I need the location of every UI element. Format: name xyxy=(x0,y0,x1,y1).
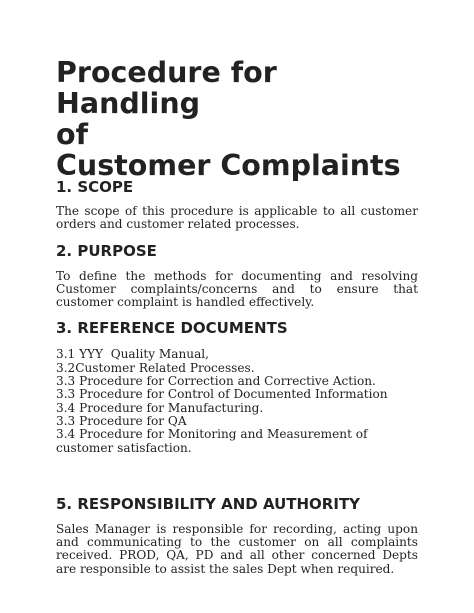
responsibility-body: Sales Manager is responsible for recording, acting upon and communicating to the customer on all complaints received. PROD, QA, PD and all other concerned Depts are responsible to assist the sales Dept when required. xyxy=(56,521,418,576)
purpose-heading: 2. PURPOSE xyxy=(56,241,157,260)
document-title xyxy=(56,57,418,181)
reference-item: 3.2Customer Related Processes. xyxy=(56,360,255,375)
reference-item: 3.3 Procedure for Control of Documented Information xyxy=(56,387,388,402)
reference-item: 3.3 Procedure for Correction and Corrective Action. xyxy=(56,374,376,389)
references-list xyxy=(56,348,418,454)
purpose-body: To define the methods for documenting and resolving Customer complaints/concerns and to ensure that customer complaint is handled effectively. xyxy=(56,268,418,310)
title-line-3: Customer Complaints xyxy=(56,149,401,182)
reference-item: 3.4 Procedure for Monitoring and Measurement of customer satisfaction. xyxy=(56,427,368,455)
reference-item: 3.4 Procedure for Manufacturing. xyxy=(56,400,264,415)
reference-item: 3.1 YYY Quality Manual, xyxy=(56,347,209,362)
title-line-2: of xyxy=(56,118,88,151)
reference-item: 3.3 Procedure for QA xyxy=(56,413,187,428)
title-line-1: Procedure for Handling xyxy=(56,56,277,120)
references-heading: 3. REFERENCE DOCUMENTS xyxy=(56,319,288,338)
responsibility-heading: 5. RESPONSIBILITY AND AUTHORITY xyxy=(56,494,361,513)
scope-heading: 1. SCOPE xyxy=(56,178,134,196)
scope-body: The scope of this procedure is applicable to all customer orders and customer related processes. xyxy=(56,204,418,232)
